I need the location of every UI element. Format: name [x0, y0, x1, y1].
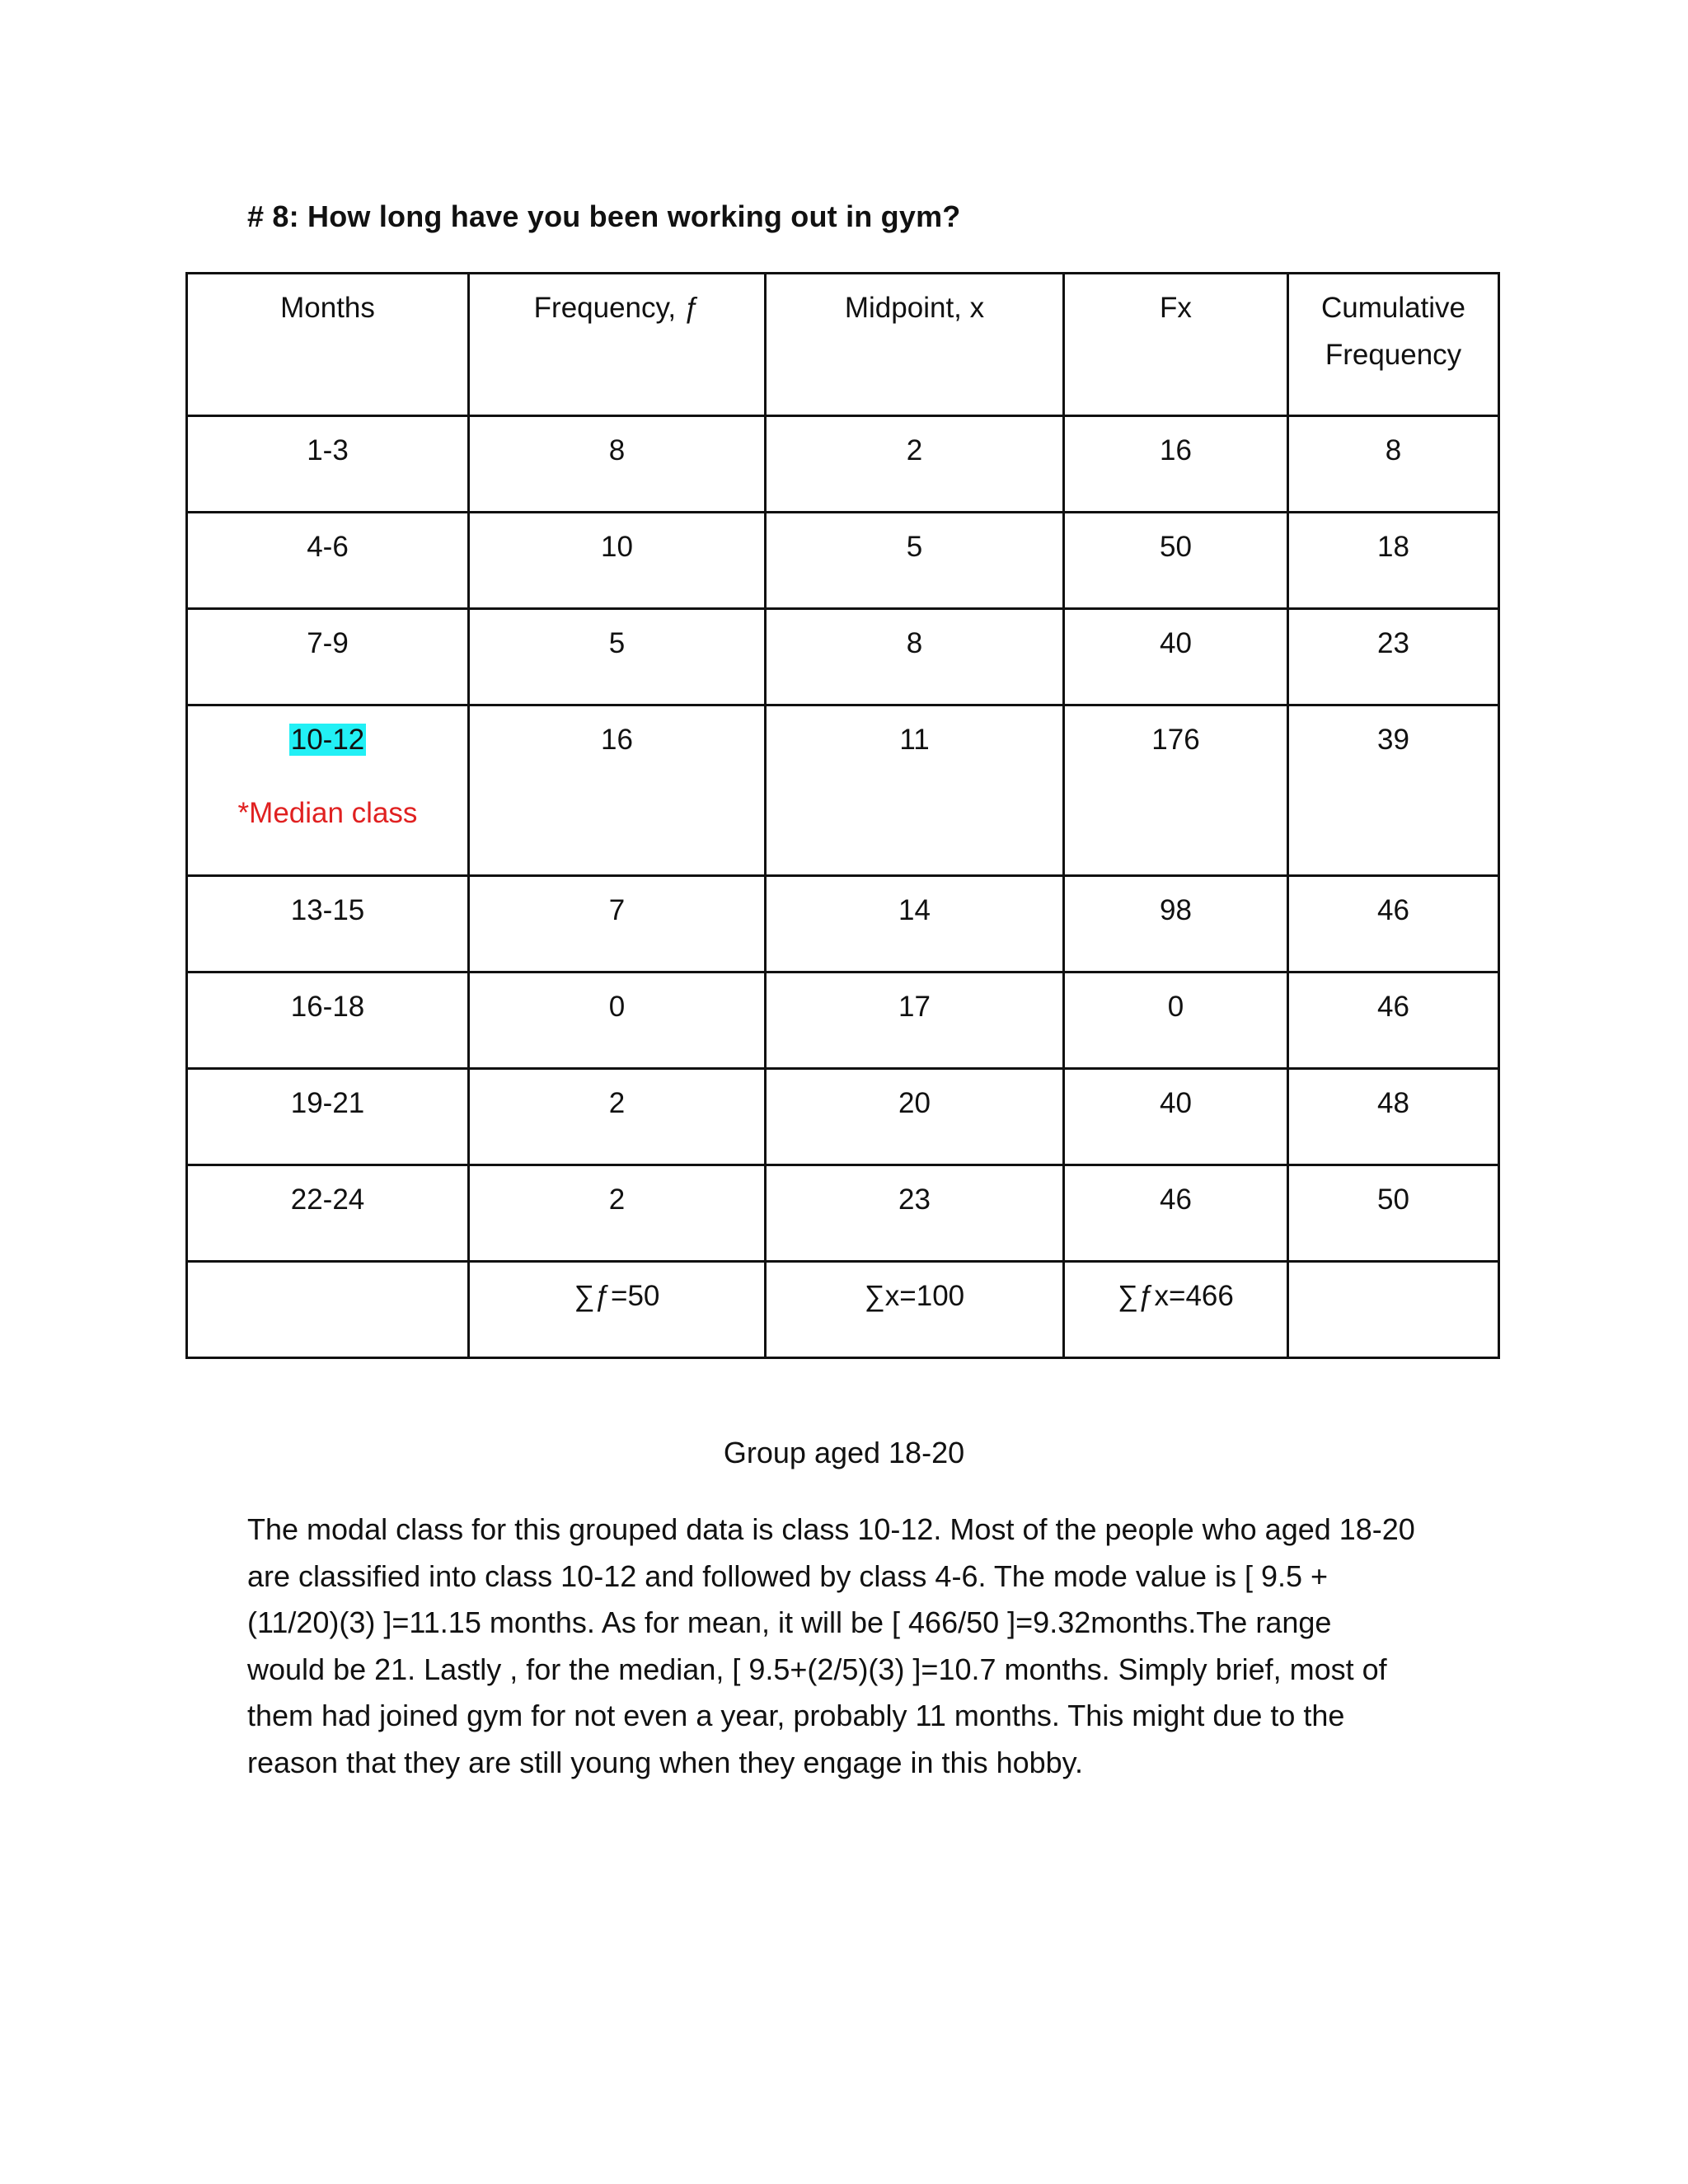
cell-text: 0	[1167, 991, 1184, 1023]
cell-text: ∑x=100	[864, 1280, 965, 1312]
cell-midpoint	[766, 609, 1064, 705]
cell-text: 98	[1160, 894, 1192, 926]
cell-text: 7	[608, 894, 626, 926]
cell-cumulative	[1288, 1069, 1499, 1165]
cell-cumulative	[1288, 1165, 1499, 1262]
cell-frequency	[469, 1165, 766, 1262]
cell-text	[1289, 274, 1498, 378]
cell-text: 16	[1160, 434, 1192, 466]
cell-total-empty	[1288, 1262, 1499, 1358]
median-class-highlight: 10-12	[290, 724, 365, 756]
header-midpoint	[766, 274, 1064, 416]
cell-text: 23	[1377, 627, 1409, 659]
cell-months	[187, 416, 469, 513]
cell-text: 0	[608, 991, 626, 1023]
cell-text: 1-3	[307, 434, 349, 466]
cell-cumulative	[1288, 513, 1499, 609]
header-months	[187, 274, 469, 416]
cell-cumulative	[1288, 972, 1499, 1069]
cell-text: 19-21	[290, 1087, 365, 1119]
cell-midpoint	[766, 876, 1064, 972]
table-row	[187, 1165, 1499, 1262]
cell-text: 40	[1160, 627, 1192, 659]
cell-midpoint	[766, 972, 1064, 1069]
cell-text: 16-18	[290, 991, 365, 1023]
paragraph-line: (11/20)(3) ]=11.15 months. As for mean, it will be [ 466/50 ]=9.32months.The range	[247, 1605, 1332, 1639]
cell-fx	[1064, 416, 1288, 513]
cell-months	[187, 705, 469, 876]
cell-text: 46	[1377, 894, 1409, 926]
cell-text: Midpoint, x	[844, 292, 985, 324]
cell-months	[187, 609, 469, 705]
cell-text: 23	[898, 1183, 931, 1216]
cell-months	[187, 513, 469, 609]
cell-fx	[1064, 1069, 1288, 1165]
header-cumulative-frequency	[1288, 274, 1499, 416]
cell-months	[187, 876, 469, 972]
table-row	[187, 972, 1499, 1069]
cell-fx	[1064, 513, 1288, 609]
cell-text: 13-15	[290, 894, 365, 926]
cell-midpoint	[766, 1165, 1064, 1262]
cell-text: 50	[1160, 531, 1192, 563]
header-fx	[1064, 274, 1288, 416]
cell-text: 40	[1160, 1087, 1192, 1119]
table-caption: Group aged 18-20	[723, 1436, 965, 1469]
cell-text: Fx	[1160, 292, 1192, 324]
cell-text: 10	[601, 531, 633, 563]
cell-text: ∑ƒ=50	[574, 1280, 660, 1312]
header-frequency	[469, 274, 766, 416]
cell-text: 2	[608, 1183, 626, 1216]
cell-fx	[1064, 705, 1288, 876]
table-totals-row	[187, 1262, 1499, 1358]
cell-frequency	[469, 513, 766, 609]
cell-months	[187, 1069, 469, 1165]
cell-cumulative	[1288, 609, 1499, 705]
median-class-note: *Median class	[237, 797, 418, 829]
question-title: # 8: How long have you been working out in gym?	[247, 199, 961, 233]
cell-text: 50	[1377, 1183, 1409, 1216]
cell-text: 5	[608, 627, 626, 659]
cell-text: 39	[1377, 724, 1409, 756]
cell-text	[1289, 1263, 1498, 1272]
paragraph-line: are classified into class 10-12 and followed by class 4-6. The mode value is [ 9.5 +	[247, 1558, 1329, 1593]
cell-text: 2	[608, 1087, 626, 1119]
cell-midpoint	[766, 416, 1064, 513]
table-row-median-class	[187, 705, 1499, 876]
cell-text	[188, 706, 467, 837]
cell-total-fx	[1064, 1262, 1288, 1358]
cell-text: 46	[1377, 991, 1409, 1023]
cell-text: 22-24	[290, 1183, 365, 1216]
cell-text: 18	[1377, 531, 1409, 563]
cell-text: Frequency, ƒ	[533, 292, 701, 324]
table-row	[187, 876, 1499, 972]
cell-months	[187, 972, 469, 1069]
table-header-row	[187, 274, 1499, 416]
cell-midpoint	[766, 513, 1064, 609]
cell-frequency	[469, 876, 766, 972]
table-row	[187, 513, 1499, 609]
cell-text: 8	[906, 627, 923, 659]
cell-frequency	[469, 972, 766, 1069]
analysis-paragraph	[247, 1507, 1467, 1786]
cell-cumulative	[1288, 705, 1499, 876]
cell-total-frequency	[469, 1262, 766, 1358]
cell-text: 8	[1385, 434, 1402, 466]
cell-text: 11	[899, 724, 930, 756]
cell-text: 17	[898, 991, 931, 1023]
cell-text: 4-6	[307, 531, 349, 563]
cell-cumulative	[1288, 416, 1499, 513]
table-row	[187, 609, 1499, 705]
cell-text	[188, 1263, 467, 1272]
cell-frequency	[469, 705, 766, 876]
paragraph-line: them had joined gym for not even a year, probably 11 months. This might due to the	[247, 1699, 1345, 1732]
cell-cumulative	[1288, 876, 1499, 972]
cell-frequency	[469, 1069, 766, 1165]
cell-text: 2	[906, 434, 923, 466]
cell-text: 14	[898, 894, 931, 926]
cell-text: 20	[898, 1087, 931, 1119]
cell-total-empty	[187, 1262, 469, 1358]
paragraph-line: The modal class for this grouped data is class 10-12. Most of the people who aged 18-20	[247, 1512, 1415, 1546]
frequency-table	[185, 272, 1500, 1359]
cell-midpoint	[766, 705, 1064, 876]
cell-fx	[1064, 609, 1288, 705]
cell-fx	[1064, 972, 1288, 1069]
cell-text: 176	[1151, 724, 1200, 756]
cell-text: ∑ƒx=466	[1118, 1280, 1234, 1312]
cell-months	[187, 1165, 469, 1262]
cell-total-midpoint	[766, 1262, 1064, 1358]
table-row	[187, 1069, 1499, 1165]
cell-text: 7-9	[307, 627, 349, 659]
cell-text: 5	[906, 531, 923, 563]
paragraph-line: would be 21. Lastly , for the median, [ 9.5+(2/5)(3) ]=10.7 months. Simply brief, most of	[247, 1652, 1387, 1686]
cell-frequency	[469, 609, 766, 705]
cell-frequency	[469, 416, 766, 513]
cell-fx	[1064, 1165, 1288, 1262]
paragraph-line: reason that they are still young when they engage in this hobby.	[247, 1745, 1083, 1779]
cell-midpoint	[766, 1069, 1064, 1165]
cell-fx	[1064, 876, 1288, 972]
cell-text: Months	[280, 292, 375, 324]
header-cumulative-line-1: Cumulative	[1320, 292, 1466, 324]
cell-text: 8	[608, 434, 626, 466]
cell-text: 48	[1377, 1087, 1409, 1119]
header-cumulative-line-2: Frequency	[1325, 339, 1462, 371]
table-row	[187, 416, 1499, 513]
cell-text: 46	[1160, 1183, 1192, 1216]
cell-text: 16	[601, 724, 633, 756]
